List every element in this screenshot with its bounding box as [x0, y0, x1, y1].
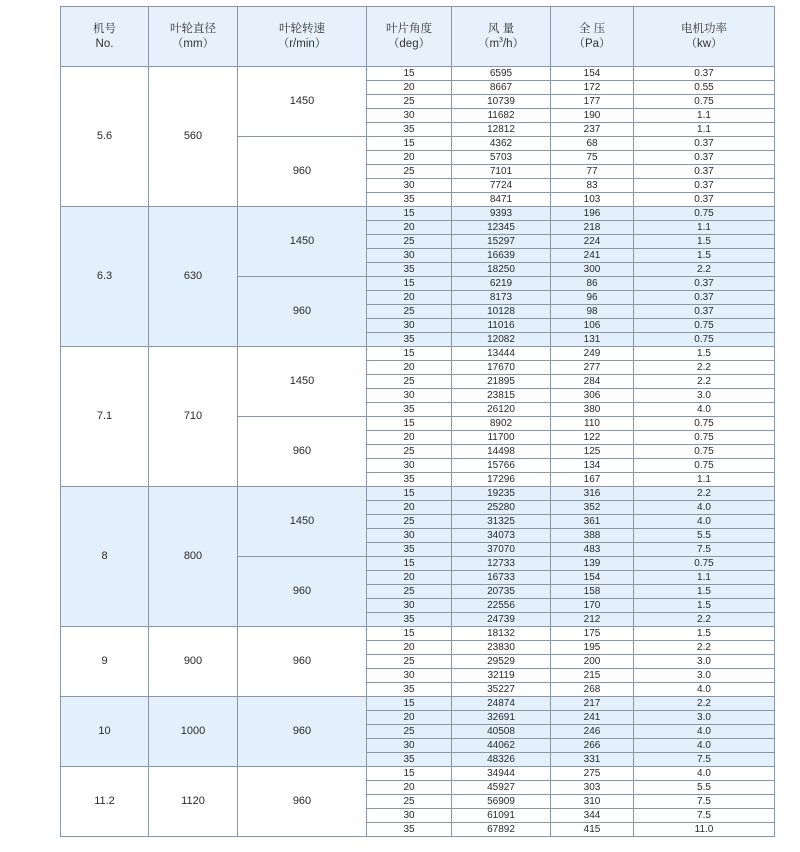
blade-angle-cell: 35 — [367, 613, 452, 627]
total-pressure-cell: 241 — [551, 249, 634, 263]
motor-power-cell: 1.5 — [634, 599, 775, 613]
air-volume-cell: 13444 — [452, 347, 551, 361]
air-volume-cell: 21895 — [452, 375, 551, 389]
air-volume-cell: 26120 — [452, 403, 551, 417]
model-no-cell: 9 — [61, 627, 149, 697]
total-pressure-cell: 212 — [551, 613, 634, 627]
total-pressure-cell: 195 — [551, 641, 634, 655]
blade-angle-cell: 20 — [367, 291, 452, 305]
total-pressure-cell: 96 — [551, 291, 634, 305]
total-pressure-cell: 388 — [551, 529, 634, 543]
air-volume-cell: 20735 — [452, 585, 551, 599]
total-pressure-cell: 268 — [551, 683, 634, 697]
total-pressure-cell: 224 — [551, 235, 634, 249]
air-volume-cell: 9393 — [452, 207, 551, 221]
blade-angle-cell: 20 — [367, 571, 452, 585]
blade-angle-cell: 15 — [367, 417, 452, 431]
air-volume-cell: 16639 — [452, 249, 551, 263]
motor-power-cell: 5.5 — [634, 529, 775, 543]
header-motor-power: 电机功率 （kw） — [634, 7, 775, 67]
motor-power-cell: 7.5 — [634, 809, 775, 823]
total-pressure-cell: 380 — [551, 403, 634, 417]
blade-angle-cell: 15 — [367, 697, 452, 711]
blade-angle-cell: 15 — [367, 347, 452, 361]
total-pressure-cell: 131 — [551, 333, 634, 347]
model-no-cell: 7.1 — [61, 347, 149, 487]
total-pressure-cell: 172 — [551, 81, 634, 95]
total-pressure-cell: 154 — [551, 571, 634, 585]
blade-angle-cell: 15 — [367, 557, 452, 571]
motor-power-cell: 1.5 — [634, 235, 775, 249]
blade-angle-cell: 20 — [367, 501, 452, 515]
motor-power-cell: 0.75 — [634, 207, 775, 221]
table-row — [61, 487, 775, 501]
motor-power-cell: 0.37 — [634, 179, 775, 193]
air-volume-cell: 32119 — [452, 669, 551, 683]
total-pressure-cell: 158 — [551, 585, 634, 599]
air-volume-cell: 16733 — [452, 571, 551, 585]
blade-angle-cell: 20 — [367, 781, 452, 795]
air-volume-cell: 12812 — [452, 123, 551, 137]
air-volume-cell: 22556 — [452, 599, 551, 613]
total-pressure-cell: 106 — [551, 319, 634, 333]
total-pressure-cell: 125 — [551, 445, 634, 459]
total-pressure-cell: 310 — [551, 795, 634, 809]
blade-angle-cell: 15 — [367, 137, 452, 151]
motor-power-cell: 0.37 — [634, 291, 775, 305]
motor-power-cell: 0.37 — [634, 67, 775, 81]
total-pressure-cell: 110 — [551, 417, 634, 431]
total-pressure-cell: 154 — [551, 67, 634, 81]
air-volume-cell: 4362 — [452, 137, 551, 151]
blade-angle-cell: 25 — [367, 235, 452, 249]
motor-power-cell: 0.75 — [634, 557, 775, 571]
blade-angle-cell: 35 — [367, 403, 452, 417]
impeller-speed-cell: 960 — [238, 627, 367, 697]
motor-power-cell: 0.37 — [634, 151, 775, 165]
blade-angle-cell: 35 — [367, 823, 452, 837]
air-volume-cell: 15766 — [452, 459, 551, 473]
motor-power-cell: 4.0 — [634, 683, 775, 697]
motor-power-cell: 4.0 — [634, 515, 775, 529]
total-pressure-cell: 277 — [551, 361, 634, 375]
total-pressure-cell: 266 — [551, 739, 634, 753]
impeller-diameter-cell: 1120 — [149, 767, 238, 837]
header-model-no: 机号 No. — [61, 7, 149, 67]
total-pressure-cell: 306 — [551, 389, 634, 403]
motor-power-cell: 0.55 — [634, 81, 775, 95]
motor-power-cell: 1.1 — [634, 473, 775, 487]
blade-angle-cell: 35 — [367, 263, 452, 277]
motor-power-cell: 0.37 — [634, 193, 775, 207]
motor-power-cell: 3.0 — [634, 655, 775, 669]
motor-power-cell: 1.1 — [634, 221, 775, 235]
air-volume-cell: 15297 — [452, 235, 551, 249]
air-volume-cell: 8902 — [452, 417, 551, 431]
air-volume-cell: 6595 — [452, 67, 551, 81]
total-pressure-cell: 316 — [551, 487, 634, 501]
impeller-speed-cell: 1450 — [238, 487, 367, 557]
blade-angle-cell: 35 — [367, 683, 452, 697]
blade-angle-cell: 30 — [367, 809, 452, 823]
total-pressure-cell: 86 — [551, 277, 634, 291]
motor-power-cell: 5.5 — [634, 781, 775, 795]
air-volume-cell: 8173 — [452, 291, 551, 305]
model-no-cell: 6.3 — [61, 207, 149, 347]
blade-angle-cell: 35 — [367, 753, 452, 767]
blade-angle-cell: 25 — [367, 445, 452, 459]
blade-angle-cell: 30 — [367, 529, 452, 543]
air-volume-cell: 12733 — [452, 557, 551, 571]
total-pressure-cell: 167 — [551, 473, 634, 487]
table-row — [61, 767, 775, 781]
air-volume-cell: 18132 — [452, 627, 551, 641]
motor-power-cell: 1.1 — [634, 123, 775, 137]
total-pressure-cell: 98 — [551, 305, 634, 319]
air-volume-cell: 11682 — [452, 109, 551, 123]
motor-power-cell: 2.2 — [634, 697, 775, 711]
air-volume-cell: 67892 — [452, 823, 551, 837]
motor-power-cell: 4.0 — [634, 767, 775, 781]
air-volume-cell: 23815 — [452, 389, 551, 403]
header-impeller-diameter: 叶轮直径 （mm） — [149, 7, 238, 67]
blade-angle-cell: 35 — [367, 193, 452, 207]
air-volume-cell: 29529 — [452, 655, 551, 669]
table-row — [61, 347, 775, 361]
table-row — [61, 627, 775, 641]
fan-performance-table — [60, 6, 775, 837]
model-no-cell: 5.6 — [61, 67, 149, 207]
blade-angle-cell: 30 — [367, 739, 452, 753]
air-volume-cell: 17296 — [452, 473, 551, 487]
blade-angle-cell: 35 — [367, 543, 452, 557]
motor-power-cell: 0.37 — [634, 305, 775, 319]
motor-power-cell: 4.0 — [634, 501, 775, 515]
impeller-speed-cell: 960 — [238, 417, 367, 487]
blade-angle-cell: 30 — [367, 389, 452, 403]
total-pressure-cell: 177 — [551, 95, 634, 109]
blade-angle-cell: 35 — [367, 123, 452, 137]
air-volume-cell: 12082 — [452, 333, 551, 347]
total-pressure-cell: 217 — [551, 697, 634, 711]
air-volume-cell: 11016 — [452, 319, 551, 333]
blade-angle-cell: 30 — [367, 179, 452, 193]
total-pressure-cell: 68 — [551, 137, 634, 151]
air-volume-cell: 8667 — [452, 81, 551, 95]
total-pressure-cell: 75 — [551, 151, 634, 165]
blade-angle-cell: 20 — [367, 81, 452, 95]
total-pressure-cell: 249 — [551, 347, 634, 361]
model-no-cell: 8 — [61, 487, 149, 627]
motor-power-cell: 7.5 — [634, 753, 775, 767]
header-blade-angle: 叶片角度 （deg） — [367, 7, 452, 67]
motor-power-cell: 3.0 — [634, 389, 775, 403]
impeller-speed-cell: 960 — [238, 697, 367, 767]
blade-angle-cell: 20 — [367, 711, 452, 725]
blade-angle-cell: 30 — [367, 249, 452, 263]
air-volume-cell: 40508 — [452, 725, 551, 739]
total-pressure-cell: 352 — [551, 501, 634, 515]
total-pressure-cell: 196 — [551, 207, 634, 221]
motor-power-cell: 11.0 — [634, 823, 775, 837]
motor-power-cell: 1.1 — [634, 571, 775, 585]
motor-power-cell: 0.37 — [634, 277, 775, 291]
motor-power-cell: 0.75 — [634, 333, 775, 347]
total-pressure-cell: 215 — [551, 669, 634, 683]
motor-power-cell: 0.75 — [634, 431, 775, 445]
air-volume-cell: 24874 — [452, 697, 551, 711]
total-pressure-cell: 200 — [551, 655, 634, 669]
motor-power-cell: 3.0 — [634, 711, 775, 725]
blade-angle-cell: 25 — [367, 725, 452, 739]
blade-angle-cell: 25 — [367, 305, 452, 319]
blade-angle-cell: 15 — [367, 487, 452, 501]
air-volume-cell: 34073 — [452, 529, 551, 543]
impeller-diameter-cell: 560 — [149, 67, 238, 207]
motor-power-cell: 4.0 — [634, 725, 775, 739]
motor-power-cell: 7.5 — [634, 795, 775, 809]
air-volume-cell: 45927 — [452, 781, 551, 795]
blade-angle-cell: 30 — [367, 459, 452, 473]
table-header — [61, 7, 775, 67]
total-pressure-cell: 300 — [551, 263, 634, 277]
air-volume-cell: 31325 — [452, 515, 551, 529]
air-volume-cell: 37070 — [452, 543, 551, 557]
motor-power-cell: 1.5 — [634, 585, 775, 599]
air-volume-cell: 6219 — [452, 277, 551, 291]
motor-power-cell: 0.37 — [634, 137, 775, 151]
total-pressure-cell: 237 — [551, 123, 634, 137]
air-volume-cell: 18250 — [452, 263, 551, 277]
air-volume-cell: 8471 — [452, 193, 551, 207]
impeller-diameter-cell: 800 — [149, 487, 238, 627]
model-no-cell: 11.2 — [61, 767, 149, 837]
blade-angle-cell: 30 — [367, 319, 452, 333]
blade-angle-cell: 25 — [367, 375, 452, 389]
blade-angle-cell: 15 — [367, 277, 452, 291]
total-pressure-cell: 415 — [551, 823, 634, 837]
motor-power-cell: 0.75 — [634, 319, 775, 333]
total-pressure-cell: 483 — [551, 543, 634, 557]
motor-power-cell: 7.5 — [634, 543, 775, 557]
impeller-diameter-cell: 900 — [149, 627, 238, 697]
table-row — [61, 697, 775, 711]
blade-angle-cell: 30 — [367, 109, 452, 123]
air-volume-cell: 48326 — [452, 753, 551, 767]
blade-angle-cell: 30 — [367, 599, 452, 613]
motor-power-cell: 2.2 — [634, 361, 775, 375]
total-pressure-cell: 122 — [551, 431, 634, 445]
motor-power-cell: 3.0 — [634, 669, 775, 683]
air-volume-cell: 11700 — [452, 431, 551, 445]
motor-power-cell: 0.37 — [634, 165, 775, 179]
blade-angle-cell: 30 — [367, 669, 452, 683]
air-volume-cell: 32691 — [452, 711, 551, 725]
blade-angle-cell: 25 — [367, 515, 452, 529]
model-no-cell: 10 — [61, 697, 149, 767]
blade-angle-cell: 20 — [367, 641, 452, 655]
total-pressure-cell: 77 — [551, 165, 634, 179]
total-pressure-cell: 134 — [551, 459, 634, 473]
motor-power-cell: 1.1 — [634, 109, 775, 123]
blade-angle-cell: 25 — [367, 655, 452, 669]
air-volume-cell: 44062 — [452, 739, 551, 753]
motor-power-cell: 2.2 — [634, 641, 775, 655]
air-volume-cell: 25280 — [452, 501, 551, 515]
impeller-speed-cell: 1450 — [238, 207, 367, 277]
air-volume-cell: 14498 — [452, 445, 551, 459]
total-pressure-cell: 190 — [551, 109, 634, 123]
table-row — [61, 207, 775, 221]
motor-power-cell: 2.2 — [634, 613, 775, 627]
air-volume-cell: 5703 — [452, 151, 551, 165]
impeller-diameter-cell: 1000 — [149, 697, 238, 767]
air-volume-cell: 61091 — [452, 809, 551, 823]
impeller-speed-cell: 960 — [238, 277, 367, 347]
header-air-volume: 风 量 $(m^3/h)$ — [452, 7, 551, 67]
blade-angle-cell: 20 — [367, 361, 452, 375]
impeller-speed-cell: 960 — [238, 767, 367, 837]
total-pressure-cell: 275 — [551, 767, 634, 781]
blade-angle-cell: 15 — [367, 207, 452, 221]
air-volume-cell: 10739 — [452, 95, 551, 109]
total-pressure-cell: 218 — [551, 221, 634, 235]
motor-power-cell: 1.5 — [634, 627, 775, 641]
impeller-diameter-cell: 710 — [149, 347, 238, 487]
air-volume-cell: 34944 — [452, 767, 551, 781]
motor-power-cell: 2.2 — [634, 263, 775, 277]
total-pressure-cell: 246 — [551, 725, 634, 739]
blade-angle-cell: 25 — [367, 95, 452, 109]
blade-angle-cell: 20 — [367, 221, 452, 235]
blade-angle-cell: 25 — [367, 585, 452, 599]
table-body — [61, 67, 775, 837]
blade-angle-cell: 20 — [367, 431, 452, 445]
total-pressure-cell: 361 — [551, 515, 634, 529]
total-pressure-cell: 241 — [551, 711, 634, 725]
impeller-speed-cell: 1450 — [238, 347, 367, 417]
motor-power-cell: 1.5 — [634, 249, 775, 263]
motor-power-cell: 0.75 — [634, 95, 775, 109]
air-volume-cell: 17670 — [452, 361, 551, 375]
air-volume-cell: 7101 — [452, 165, 551, 179]
impeller-speed-cell: 1450 — [238, 67, 367, 137]
air-volume-cell: 12345 — [452, 221, 551, 235]
motor-power-cell: 0.75 — [634, 445, 775, 459]
air-volume-cell: 35227 — [452, 683, 551, 697]
header-row — [61, 7, 775, 67]
total-pressure-cell: 139 — [551, 557, 634, 571]
air-volume-cell: 10128 — [452, 305, 551, 319]
motor-power-cell: 2.2 — [634, 375, 775, 389]
air-volume-cell: 56909 — [452, 795, 551, 809]
motor-power-cell: 2.2 — [634, 487, 775, 501]
total-pressure-cell: 175 — [551, 627, 634, 641]
header-total-pressure: 全 压 （Pa） — [551, 7, 634, 67]
impeller-speed-cell: 960 — [238, 137, 367, 207]
motor-power-cell: 0.75 — [634, 459, 775, 473]
total-pressure-cell: 344 — [551, 809, 634, 823]
air-volume-cell: 24739 — [452, 613, 551, 627]
blade-angle-cell: 15 — [367, 767, 452, 781]
blade-angle-cell: 25 — [367, 795, 452, 809]
blade-angle-cell: 35 — [367, 473, 452, 487]
header-impeller-speed: 叶轮转速 （r/min） — [238, 7, 367, 67]
total-pressure-cell: 284 — [551, 375, 634, 389]
motor-power-cell: 4.0 — [634, 739, 775, 753]
blade-angle-cell: 15 — [367, 627, 452, 641]
table-row — [61, 67, 775, 81]
air-volume-cell: 19235 — [452, 487, 551, 501]
impeller-speed-cell: 960 — [238, 557, 367, 627]
blade-angle-cell: 35 — [367, 333, 452, 347]
motor-power-cell: 0.75 — [634, 417, 775, 431]
impeller-diameter-cell: 630 — [149, 207, 238, 347]
total-pressure-cell: 103 — [551, 193, 634, 207]
blade-angle-cell: 15 — [367, 67, 452, 81]
blade-angle-cell: 20 — [367, 151, 452, 165]
motor-power-cell: 4.0 — [634, 403, 775, 417]
air-volume-cell: 7724 — [452, 179, 551, 193]
total-pressure-cell: 170 — [551, 599, 634, 613]
total-pressure-cell: 303 — [551, 781, 634, 795]
total-pressure-cell: 331 — [551, 753, 634, 767]
total-pressure-cell: 83 — [551, 179, 634, 193]
air-volume-cell: 23830 — [452, 641, 551, 655]
blade-angle-cell: 25 — [367, 165, 452, 179]
motor-power-cell: 1.5 — [634, 347, 775, 361]
